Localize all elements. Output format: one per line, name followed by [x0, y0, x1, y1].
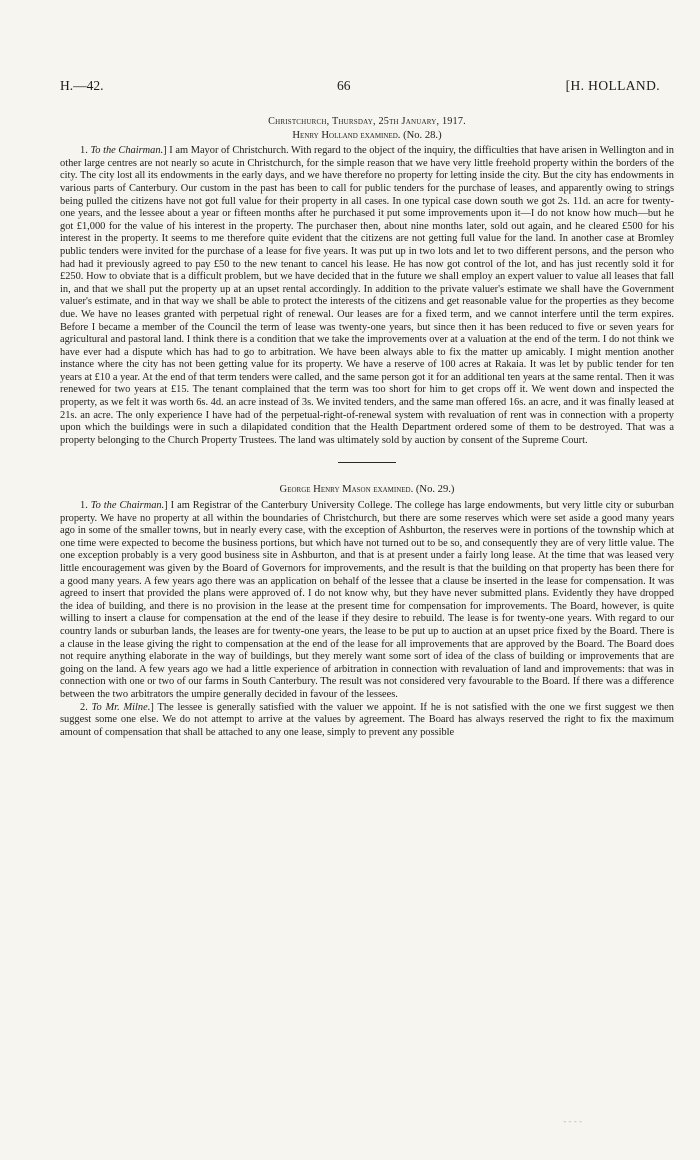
- question-number: 1.: [80, 145, 88, 157]
- paragraph-text: The lessee is generally satisfied with the valuer we appoint. If he is not satisfied with the one we first suggest we then suggest some one else. We do not attempt to arrive at the values by agreement. The Board has always reserved the right to fix the maximum amount of compensation that shall be attached to any one lease, simply to prevent any possible: [60, 701, 674, 738]
- question-number: 1.: [80, 500, 88, 512]
- evidence-paragraph: 1. To the Chairman.] I am Mayor of Christchurch. With regard to the object of the inquiry, the difficulties that have arisen in Wellington and in other large centres are not nearly so acute in Christchurch, for the simple reason that we have very little freehold property within the borders of the city. The city lost all its endowments in the early days, and we have therefore no property for letting inside the city. But the city has endowments in various parts of Canterbury. Our custom in the past has been to call for public tenders for the purchase of leases, and apparently owing to strings being pulled the citizens have not got full value for their property in all cases. In one typical case down south we got 2s. 11d. an acre for twenty-one years, and the lessee about a year or fifteen months after he purchased it put some improvements upon it—I do not know how much—but he got £1,000 for the value of his interest in the property. The purchaser then, about nine months later, sold out again, and he cleared £500 for his interest in the property. It seems to me therefore quite evident that the citizens are not getting full value for the land. In another case at Bromley public tenders were invited for the purchase of a lease for five years. It was put up in two lots and let to two different persons, and the person who had had it previously agreed to pay £50 to the new tenant to cancel his lease. He has now got control of the lot, and has just recently sold it for £250. How to obviate that is a difficult problem, but we have decided that in the future we shall employ an expert valuer to value all leases that fall in, and that we shall put the property up at an upset rental accordingly. In addition to the private valuer's estimate we shall have the Government valuer's estimate, and in that way we shall be able to protect the interests of the citizens and get reasonable value for the properties as they become due. We have no leases granted with perpetual right of renewal. Our leases are for a fixed term, and we cannot interfere until the term expires. Before I became a member of the Council the term of lease was twenty-one years, but since then it has been reduced to five or seven years for agricultural and pastoral land. I think there is a condition that we take the improvements over at a valuation at the end of the term. I do not think we have ever had a dispute which has had to go to arbitration. We have been always able to fix the matter up amicably. I might mention another instance where the city has not been getting value for its property. We have a reserve of 100 acres at Rakaia. It was let by public tender for ten years at £10 a year. At the end of that term tenders were called, and the same person got it for an additional ten years at the same rental. Then it was renewed for two years at £15. The tenant complained that the term was too short for him to get crops off it. We went down and inspected the property, as we felt it was worth 6s. 4d. an acre instead of 3s. We invited tenders, and the same man offered 16s. an acre, and it was finally leased at 21s. an acre. The only experience I have had of the perpetual-right-of-renewal system with revaluation of rent was in connection with a property upon which the buildings were in such a dilapidated condition that the Health Department ordered some of them to be destroyed. That was a property belonging to the Church Property Trustees. The land was ultimately sold by auction by consent of the Supreme Court.: [60, 145, 674, 446]
- witness-name: Henry Holland examined.: [292, 129, 401, 141]
- witness-number: (No. 28.): [403, 129, 442, 141]
- witness-heading-holland: [60, 130, 674, 143]
- addressee: To the Chairman.: [90, 145, 164, 157]
- paragraph-text: I am Registrar of the Canterbury University College. The college has large endowments, but very little city or suburban property. We have no property at all within the boundaries of Christchurch, but there are some reserves which were set aside a good many years ago in some of the smaller towns, but in nearly every case, with the exception of Ashburton, the reserves were in portions of the township which at one time were expected to become the business portions, but which have not turned out to be so, and consequently they are of very little value. The one exception probably is a very good business site in Ashburton, and that is at present under a fairly long lease. At the time that was leased very little encouragement was given by the Board of Governors for improvements, and the result is that the building on that property has been there for a good many years. A few years ago there was an application on behalf of the lessee that a clause be inserted in the lease for compensation. It was agreed to insert that provided the plans were approved of. I do not know why, but they have never submitted plans. Evidently they have dropped the idea of building, and there is no provision in the lease at the present time for compensation for improvements. The Board, however, is quite willing to insert a clause for compensation at the end of the lease if they desire to rebuild. The lease is for twenty-one years. With regard to our country lands or suburban lands, the leases are for twenty-one years, the lease to be put up to auction at an upset price fixed by the Board. There is a clause in the lease giving the right to compensation at the end of the lease for all improvements that are approved by the Board. The Board does not require anything elaborate in the way of buildings, but they merely want some sort of idea of the class of building or improvements that are going on the land. A few years ago we had a little experience of arbitration in connection with revaluation of land and improvements: that was in connection with one or two of our farms in South Canterbury. The result was not considered very favourable to the Board. If there was a difference between the two arbitrators the umpire generally decided in favour of the lessees.: [60, 500, 674, 700]
- witness-number: (No. 29.): [415, 484, 455, 496]
- page-number: 66: [337, 78, 351, 93]
- page-body: [60, 116, 674, 739]
- witness-name: George Henry Mason examined.: [279, 484, 414, 496]
- addressee: To the Chairman.: [90, 500, 165, 512]
- witness-heading-mason: [60, 484, 674, 497]
- evidence-paragraph: 1. To the Chairman.] I am Registrar of the Canterbury University College. The college has large endowments, but very little city or suburban property. We have no property at all within the boundaries of Christchurch, but there are some reserves which were set aside a good many years ago in some of the smaller towns, but in nearly every case, with the exception of Ashburton, the reserves were in portions of the township which at one time were expected to become the business portions, but which have not turned out to be so, and consequently they are of very little value. The one exception probably is a very good business site in Ashburton, and that is at present under a fairly long lease. At the time that was leased very little encouragement was given by the Board of Governors for improvements, and the result is that the building on that property has been there for a good many years. A few years ago there was an application on behalf of the lessee that a clause be inserted in the lease for compensation. It was agreed to insert that provided the plans were approved of. I do not know why, but they have never submitted plans. Evidently they have dropped the idea of building, and there is no provision in the lease at the present time for compensation for improvements. The Board, however, is quite willing to insert a clause for compensation at the end of the lease if they desire to rebuild. The lease is for twenty-one years. With regard to our country lands or suburban lands, the leases are for twenty-one years, the lease to be put up to auction at an upset price fixed by the Board. There is a clause in the lease giving the right to compensation at the end of the lease for all improvements that are approved by the Board. The Board does not require anything elaborate in the way of buildings, but they merely want some sort of idea of the class of building or improvements that are going on the land. A few years ago we had a little experience of arbitration in connection with revaluation of land and improvements: that was in connection with one or two of our farms in South Canterbury. The result was not considered very favourable to the Board. If there was a difference between the two arbitrators the umpire generally decided in favour of the lessees.: [60, 500, 674, 700]
- faint-scan-mark: ‐ ‐ ‐ ‐: [563, 1116, 582, 1126]
- running-header: [60, 78, 660, 98]
- parliamentary-paper-reference: H.—42.: [60, 78, 104, 93]
- section-divider: [338, 462, 396, 463]
- paragraph-text: I am Mayor of Christchurch. With regard to the object of the inquiry, the difficulties that have arisen in Wellington and in other large centres are not nearly so acute in Christchurch, for the simple reason that we have very little freehold property within the borders of the city. The city lost all its endowments in the early days, and we have therefore no property for letting inside the city. But the city has endowments in various parts of Canterbury. Our custom in the past has been to call for public tenders for the purchase of leases, and apparently owing to strings being pulled the citizens have not got full value for their property in all cases. In one typical case down south we got 2s. 11d. an acre for twenty-one years, and the lessee about a year or fifteen months after he purchased it put some improvements upon it—I do not know how much—but he got £1,000 for the value of his interest in the property. The purchaser then, about nine months later, sold out again, and he cleared £500 for his interest in the property. It seems to me therefore quite evident that the citizens are not getting full value for the land. In another case at Bromley public tenders were invited for the purchase of a lease for five years. It was put up in two lots and let to two different persons, and the person who had had it previously agreed to pay £50 to the new tenant to cancel his lease. He has now got control of the lot, and has just recently sold it for £250. How to obviate that is a difficult problem, but we have decided that in the future we shall employ an expert valuer to value all leases that fall in, and that we shall put the property up at an upset rental accordingly. In addition to the private valuer's estimate we shall have the Government valuer's estimate, and in that way we shall be able to protect the interests of the citizens and get reasonable value for the properties as they become due. We have no leases granted with perpetual right of renewal. Our leases are for a fixed term, and we cannot interfere until the term expires. Before I became a member of the Council the term of lease was twenty-one years, but since then it has been reduced to five or seven years for agricultural and pastoral land. I think there is a condition that we take the improvements over at a valuation at the end of the term. I do not think we have ever had a dispute which has had to go to arbitration. We have been always able to fix the matter up amicably. I might mention another instance where the city has not been getting value for its property. We have a reserve of 100 acres at Rakaia. It was let by public tender for ten years at £10 a year. At the end of that term tenders were called, and the same person got it for an additional ten years at the same rental. Then it was renewed for two years at £15. The tenant complained that the term was too short for him to get crops off it. We went down and inspected the property, as we felt it was worth 6s. 4d. an acre instead of 3s. We invited tenders, and the same man offered 16s. an acre, and it was finally leased at 21s. an acre. The only experience I have had of the perpetual-right-of-renewal system with revaluation of rent was in connection with a property upon which the buildings were in such a dilapidated condition that the Health Department ordered some of them to be destroyed. That was a property belonging to the Church Property Trustees. The land was ultimately sold by auction by consent of the Supreme Court.: [60, 145, 674, 446]
- evidence-paragraph: 2. To Mr. Milne.] The lessee is generally satisfied with the valuer we appoint. If he is not satisfied with the one we first suggest we then suggest some one else. We do not attempt to arrive at the values by agreement. The Board has always reserved the right to fix the maximum amount of compensation that shall be attached to any one lease, simply to prevent any possible: [60, 701, 674, 738]
- session-heading: Christchurch, Thursday, 25th January, 1917.: [268, 116, 466, 127]
- addressee: To Mr. Milne.: [91, 701, 151, 713]
- witness-running-head: [H. HOLLAND.: [565, 78, 660, 93]
- question-number: 2.: [80, 701, 88, 713]
